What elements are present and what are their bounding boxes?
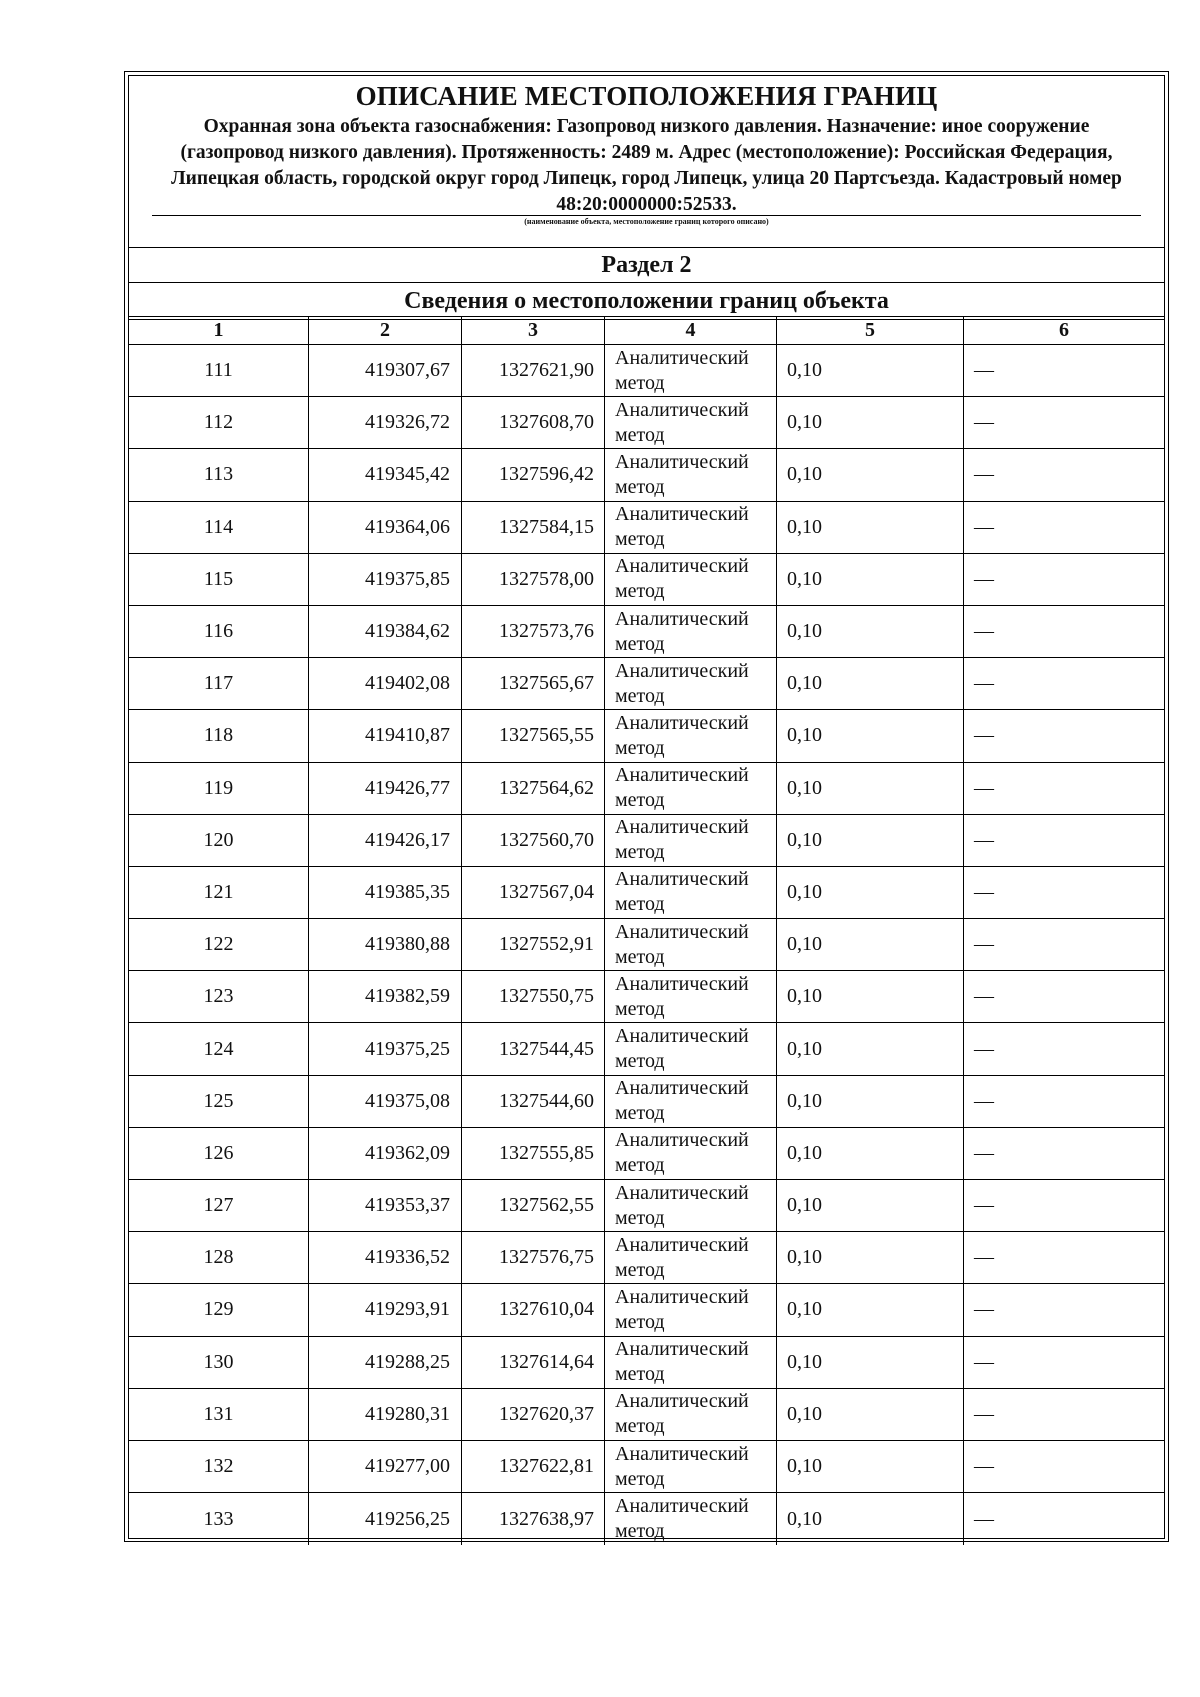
note-cell: —	[974, 1089, 994, 1112]
method-cell	[605, 345, 777, 396]
y-coordinate-cell: 1327555,85	[462, 1128, 605, 1179]
method-line: метод	[615, 371, 665, 394]
point-number-cell: 119	[129, 763, 309, 814]
y-coordinate-cell: 1327596,42	[462, 449, 605, 500]
point-number-cell: 123	[129, 971, 309, 1022]
method-line: метод	[615, 632, 665, 655]
y-coordinate-cell: 1327622,81	[462, 1441, 605, 1492]
accuracy-cell: 0,10	[777, 1441, 964, 1492]
y-coordinate-cell: 1327567,04	[462, 867, 605, 918]
note-cell: —	[974, 724, 994, 747]
object-name-caption: (наименование объекта, местоположение границ которого описано)	[524, 217, 769, 226]
point-number-cell: 111	[129, 345, 309, 396]
method-cell	[605, 502, 777, 553]
x-coordinate-cell: 419375,08	[309, 1076, 462, 1127]
method-line: Аналитический	[615, 659, 749, 682]
x-coordinate-cell: 419277,00	[309, 1441, 462, 1492]
note-cell: —	[974, 828, 994, 851]
point-number-cell: 131	[129, 1389, 309, 1440]
y-coordinate-cell: 1327560,70	[462, 815, 605, 866]
method-line: Аналитический	[615, 868, 749, 891]
accuracy-cell: 0,10	[777, 1337, 964, 1388]
method-line: Аналитический	[615, 450, 749, 473]
table-row	[129, 658, 1164, 710]
table-row	[129, 1232, 1164, 1284]
method-cell	[605, 1389, 777, 1440]
y-coordinate-cell: 1327578,00	[462, 554, 605, 605]
accuracy-cell: 0,10	[777, 1076, 964, 1127]
x-coordinate-cell: 419364,06	[309, 502, 462, 553]
accuracy-cell: 0,10	[777, 554, 964, 605]
method-line: метод	[615, 945, 665, 968]
table-row	[129, 606, 1164, 658]
accuracy-cell: 0,10	[777, 1389, 964, 1440]
method-line: Аналитический	[615, 1442, 749, 1465]
method-line: Аналитический	[615, 1233, 749, 1256]
accuracy-cell: 0,10	[777, 1284, 964, 1335]
y-coordinate-cell: 1327610,04	[462, 1284, 605, 1335]
method-line: Аналитический	[615, 1495, 749, 1518]
point-number-cell: 120	[129, 815, 309, 866]
method-cell	[605, 1493, 777, 1545]
method-cell	[605, 1076, 777, 1127]
note-cell: —	[974, 1141, 994, 1164]
accuracy-cell: 0,10	[777, 1023, 964, 1074]
column-header: 1	[129, 317, 309, 344]
method-line: Аналитический	[615, 711, 749, 734]
accuracy-cell: 0,10	[777, 1128, 964, 1179]
note-cell: —	[974, 672, 994, 695]
note-cell: —	[974, 1298, 994, 1321]
method-line: метод	[615, 580, 665, 603]
point-number-cell: 114	[129, 502, 309, 553]
method-cell	[605, 658, 777, 709]
y-coordinate-cell: 1327544,60	[462, 1076, 605, 1127]
x-coordinate-cell: 419384,62	[309, 606, 462, 657]
method-line: метод	[615, 423, 665, 446]
accuracy-cell: 0,10	[777, 1232, 964, 1283]
y-coordinate-cell: 1327608,70	[462, 397, 605, 448]
x-coordinate-cell: 419345,42	[309, 449, 462, 500]
column-header: 2	[309, 317, 462, 344]
table-row	[129, 1493, 1164, 1545]
method-line: метод	[615, 1206, 665, 1229]
x-coordinate-cell: 419280,31	[309, 1389, 462, 1440]
accuracy-cell: 0,10	[777, 971, 964, 1022]
accuracy-cell: 0,10	[777, 1493, 964, 1545]
y-coordinate-cell: 1327565,55	[462, 710, 605, 761]
method-line: Аналитический	[615, 398, 749, 421]
table-row	[129, 919, 1164, 971]
point-number-cell: 124	[129, 1023, 309, 1074]
method-line: Аналитический	[615, 346, 749, 369]
method-line: метод	[615, 1415, 665, 1438]
x-coordinate-cell: 419326,72	[309, 397, 462, 448]
y-coordinate-cell: 1327584,15	[462, 502, 605, 553]
table-body	[129, 345, 1164, 1545]
method-cell	[605, 1232, 777, 1283]
method-line: Аналитический	[615, 555, 749, 578]
y-coordinate-cell: 1327565,67	[462, 658, 605, 709]
section-divider	[129, 282, 1164, 283]
note-cell: —	[974, 880, 994, 903]
method-line: метод	[615, 1363, 665, 1386]
note-cell: —	[974, 1246, 994, 1269]
method-cell	[605, 1441, 777, 1492]
note-cell: —	[974, 463, 994, 486]
point-number-cell: 121	[129, 867, 309, 918]
x-coordinate-cell: 419256,25	[309, 1493, 462, 1545]
note-cell: —	[974, 985, 994, 1008]
point-number-cell: 125	[129, 1076, 309, 1127]
note-cell: —	[974, 1037, 994, 1060]
document-title: ОПИСАНИЕ МЕСТОПОЛОЖЕНИЯ ГРАНИЦ	[355, 81, 938, 111]
table-row	[129, 710, 1164, 762]
method-line: метод	[615, 1258, 665, 1281]
column-header: 6	[1059, 319, 1069, 341]
table-row	[129, 345, 1164, 397]
method-cell	[605, 1128, 777, 1179]
table-row	[129, 1441, 1164, 1493]
method-line: метод	[615, 528, 665, 551]
point-number-cell: 129	[129, 1284, 309, 1335]
point-number-cell: 116	[129, 606, 309, 657]
point-number-cell: 133	[129, 1493, 309, 1545]
accuracy-cell: 0,10	[777, 658, 964, 709]
method-cell	[605, 763, 777, 814]
accuracy-cell: 0,10	[777, 345, 964, 396]
table-row	[129, 397, 1164, 449]
method-line: Аналитический	[615, 816, 749, 839]
method-cell	[605, 867, 777, 918]
method-line: метод	[615, 1520, 665, 1543]
note-cell: —	[974, 411, 994, 434]
column-header: 5	[777, 317, 964, 344]
section-title: Раздел 2	[601, 252, 692, 278]
x-coordinate-cell: 419362,09	[309, 1128, 462, 1179]
method-line: метод	[615, 997, 665, 1020]
y-coordinate-cell: 1327620,37	[462, 1389, 605, 1440]
y-coordinate-cell: 1327621,90	[462, 345, 605, 396]
method-line: метод	[615, 1154, 665, 1177]
method-line: метод	[615, 789, 665, 812]
table-row	[129, 1180, 1164, 1232]
note-cell: —	[974, 567, 994, 590]
table-row	[129, 867, 1164, 919]
note-cell: —	[974, 1402, 994, 1425]
y-coordinate-cell: 1327638,97	[462, 1493, 605, 1545]
section-subtitle: Сведения о местоположении границ объекта	[404, 288, 889, 314]
table-row	[129, 971, 1164, 1023]
accuracy-cell: 0,10	[777, 397, 964, 448]
note-cell: —	[974, 1350, 994, 1373]
method-line: Аналитический	[615, 1181, 749, 1204]
point-number-cell: 132	[129, 1441, 309, 1492]
accuracy-cell: 0,10	[777, 606, 964, 657]
y-coordinate-cell: 1327614,64	[462, 1337, 605, 1388]
method-line: Аналитический	[615, 1077, 749, 1100]
x-coordinate-cell: 419382,59	[309, 971, 462, 1022]
x-coordinate-cell: 419307,67	[309, 345, 462, 396]
table-row	[129, 502, 1164, 554]
table-row	[129, 1076, 1164, 1128]
table-row	[129, 1128, 1164, 1180]
method-cell	[605, 1023, 777, 1074]
table-row	[129, 449, 1164, 501]
y-coordinate-cell: 1327576,75	[462, 1232, 605, 1283]
x-coordinate-cell: 419375,25	[309, 1023, 462, 1074]
point-number-cell: 122	[129, 919, 309, 970]
method-line: метод	[615, 475, 665, 498]
point-number-cell: 128	[129, 1232, 309, 1283]
method-cell	[605, 449, 777, 500]
table-header-row	[129, 317, 1164, 345]
method-line: Аналитический	[615, 1390, 749, 1413]
x-coordinate-cell: 419426,17	[309, 815, 462, 866]
point-number-cell: 117	[129, 658, 309, 709]
point-number-cell: 113	[129, 449, 309, 500]
table-row	[129, 1389, 1164, 1441]
y-coordinate-cell: 1327550,75	[462, 971, 605, 1022]
method-cell	[605, 606, 777, 657]
note-cell: —	[974, 620, 994, 643]
method-line: Аналитический	[615, 607, 749, 630]
header-divider	[129, 247, 1164, 248]
method-line: Аналитический	[615, 1285, 749, 1308]
method-line: метод	[615, 1102, 665, 1125]
column-header: 3	[462, 317, 605, 344]
note-cell: —	[974, 1507, 994, 1530]
column-header: 4	[605, 317, 777, 344]
method-cell	[605, 971, 777, 1022]
method-line: метод	[615, 841, 665, 864]
point-number-cell: 127	[129, 1180, 309, 1231]
x-coordinate-cell: 419293,91	[309, 1284, 462, 1335]
method-line: Аналитический	[615, 972, 749, 995]
x-coordinate-cell: 419380,88	[309, 919, 462, 970]
method-cell	[605, 1180, 777, 1231]
method-cell	[605, 1284, 777, 1335]
point-number-cell: 112	[129, 397, 309, 448]
accuracy-cell: 0,10	[777, 763, 964, 814]
document-header	[128, 75, 1165, 320]
method-line: Аналитический	[615, 1025, 749, 1048]
method-line: метод	[615, 1050, 665, 1073]
x-coordinate-cell: 419353,37	[309, 1180, 462, 1231]
method-line: метод	[615, 1310, 665, 1333]
method-cell	[605, 919, 777, 970]
note-cell: —	[974, 933, 994, 956]
method-line: Аналитический	[615, 1338, 749, 1361]
x-coordinate-cell: 419288,25	[309, 1337, 462, 1388]
point-number-cell: 118	[129, 710, 309, 761]
object-name-underline	[152, 215, 1141, 216]
y-coordinate-cell: 1327573,76	[462, 606, 605, 657]
accuracy-cell: 0,10	[777, 449, 964, 500]
method-cell	[605, 815, 777, 866]
method-line: метод	[615, 684, 665, 707]
table-row	[129, 554, 1164, 606]
note-cell: —	[974, 776, 994, 799]
method-cell	[605, 397, 777, 448]
table-row	[129, 1284, 1164, 1336]
method-cell	[605, 710, 777, 761]
y-coordinate-cell: 1327544,45	[462, 1023, 605, 1074]
method-line: метод	[615, 1467, 665, 1490]
object-description: Охранная зона объекта газоснабжения: Газопровод низкого давления. Назначение: иное сооружение (газопровод низкого давления). Протяженность: 2489 м. Адрес (местоположение): Российская Федерация, Липецкая область, городской округ город Липецк, город Липецк, улица 20 Партсъезда. Кадастровый номер 48:20:0000000:52533.	[171, 116, 1122, 215]
method-line: метод	[615, 736, 665, 759]
accuracy-cell: 0,10	[777, 919, 964, 970]
x-coordinate-cell: 419402,08	[309, 658, 462, 709]
note-cell: —	[974, 515, 994, 538]
accuracy-cell: 0,10	[777, 502, 964, 553]
coordinates-table	[128, 316, 1165, 1543]
table-row	[129, 763, 1164, 815]
accuracy-cell: 0,10	[777, 710, 964, 761]
y-coordinate-cell: 1327564,62	[462, 763, 605, 814]
method-line: Аналитический	[615, 764, 749, 787]
method-line: Аналитический	[615, 1129, 749, 1152]
method-line: Аналитический	[615, 920, 749, 943]
x-coordinate-cell: 419336,52	[309, 1232, 462, 1283]
point-number-cell: 130	[129, 1337, 309, 1388]
x-coordinate-cell: 419375,85	[309, 554, 462, 605]
point-number-cell: 115	[129, 554, 309, 605]
document-frame	[124, 71, 1169, 1542]
x-coordinate-cell: 419410,87	[309, 710, 462, 761]
accuracy-cell: 0,10	[777, 1180, 964, 1231]
y-coordinate-cell: 1327562,55	[462, 1180, 605, 1231]
point-number-cell: 126	[129, 1128, 309, 1179]
table-row	[129, 1337, 1164, 1389]
y-coordinate-cell: 1327552,91	[462, 919, 605, 970]
table-row	[129, 815, 1164, 867]
method-cell	[605, 1337, 777, 1388]
table-row	[129, 1023, 1164, 1075]
method-cell	[605, 554, 777, 605]
accuracy-cell: 0,10	[777, 815, 964, 866]
note-cell: —	[974, 359, 994, 382]
note-cell: —	[974, 1455, 994, 1478]
x-coordinate-cell: 419385,35	[309, 867, 462, 918]
accuracy-cell: 0,10	[777, 867, 964, 918]
method-line: Аналитический	[615, 503, 749, 526]
x-coordinate-cell: 419426,77	[309, 763, 462, 814]
note-cell: —	[974, 1194, 994, 1217]
method-line: метод	[615, 893, 665, 916]
